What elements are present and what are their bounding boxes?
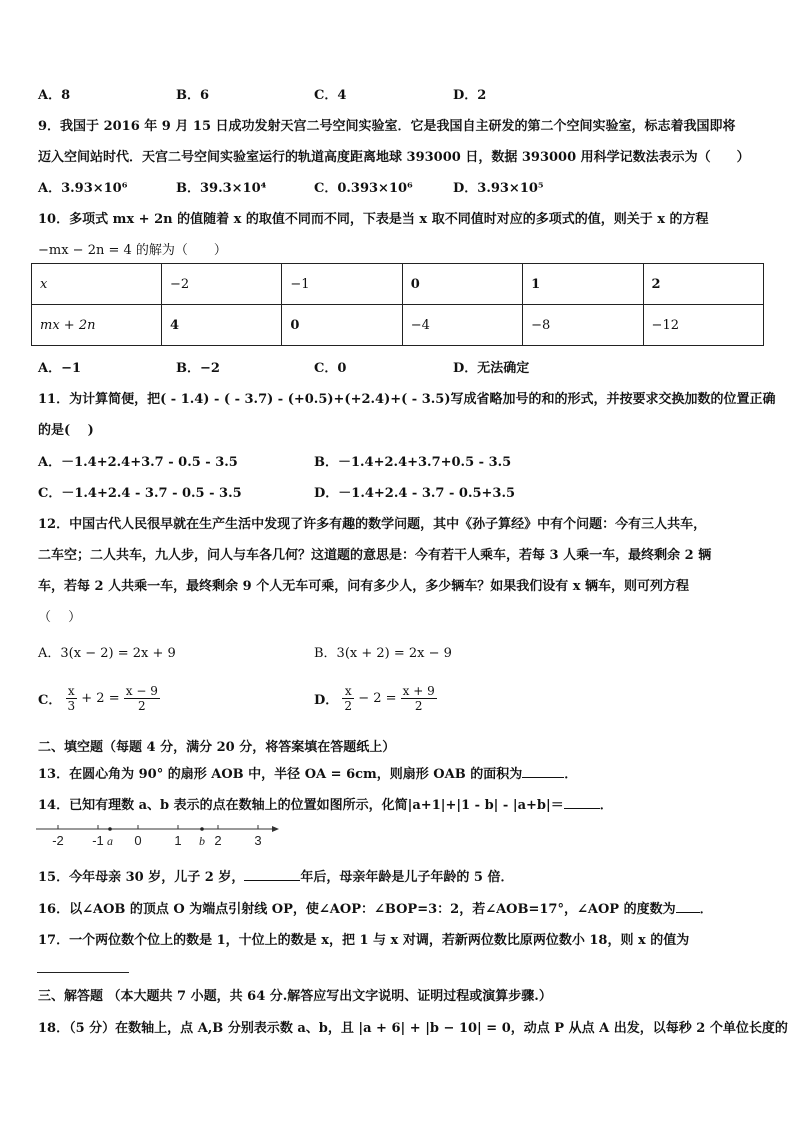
table-cell: −4 [402,305,522,346]
tick-label: 0 [134,833,142,848]
fraction [342,684,354,713]
table-cell: 2 [643,264,763,305]
q9-option-d: D．3.93×10⁵ [453,181,544,196]
number-line-arrow [272,826,279,832]
q8-option-b: B．6 [176,88,210,103]
table-cell: 1 [523,264,643,305]
point-b-label: b [199,834,205,848]
answer-blank [522,766,564,778]
q12-line-1: 12．中国古代人民很早就在生产生活中发现了许多有趣的数学问题，其中《孙子算经》中有个问题：今有三人共车， [38,517,707,532]
q9-option-c: C．0.393×10⁶ [314,181,413,196]
denominator: 3 [67,699,76,713]
q12-option-d-label: D． [314,693,339,708]
tick-label: 2 [214,833,222,848]
q12-option-c [38,684,160,713]
numerator: x [342,684,354,699]
q13 [38,763,577,782]
point-b [200,827,204,831]
q10-option-a: A．−1 [38,361,82,376]
q8-option-d: D．2 [453,88,487,103]
point-a-label: a [107,834,113,848]
number-line-ticks [52,825,261,848]
point-a [108,827,112,831]
table-cell: 4 [161,305,281,346]
fraction [124,684,160,713]
answer-blank [37,972,129,973]
q12-option-d [314,684,437,713]
q11-option-d: D．－1.4+2.4 - 3.7 - 0.5+3.5 [314,486,516,501]
q11-option-b: B．－1.4+2.4+3.7+0.5 - 3.5 [314,455,512,470]
answer-blank [244,869,300,881]
table-cell: −8 [523,305,643,346]
q10-option-c: C．0 [314,361,347,376]
q8-option-a: A．8 [38,88,71,103]
q10-value-table [31,263,764,346]
q18-text: 18．（5 分）在数轴上，点 A,B 分别表示数 a、b，且 |a + 6| + |b − 10| = 0，动点 P 从点 A 出发，以每秒 2 个单位长度的 [38,1021,788,1036]
q11-option-a: A．－1.4+2.4+3.7 - 0.5 - 3.5 [38,455,238,470]
q12-line-3: 车，若每 2 人共乘一车，最终剩余 9 个人无车可乘，问有多少人，多少辆车？如果我们设有 x 辆车，则可列方程 [38,579,689,594]
q15-text: 15．今年母亲 30 岁，儿子 2 岁， [38,870,245,885]
q9-line-2: 迈入空间站时代．天宫二号空间实验室运行的轨道高度距离地球 393000 日，数据 393000 用科学记数法表示为（ ） [38,150,750,165]
tick-label: -2 [52,833,64,848]
q17-text: 17．一个两位数个位上的数是 1，十位上的数是 x，把 1 与 x 对调，若新两位数比原两位数小 18，则 x 的值为 [38,933,690,948]
q11-line-1: 11．为计算简便，把( - 1.4) - ( - 3.7) - (+0.5)+(+2.4)+( - 3.5)写成省略加号的和的形式，并按要求交换加数的位置正确 [38,392,776,407]
fraction [66,684,78,713]
q9-line-1: 9．我国于 2016 年 9 月 15 日成功发射天宫二号空间实验室．它是我国自主研发的第二个空间实验室，标志着我国即将 [38,119,736,134]
table-cell: 0 [402,264,522,305]
table-cell: −12 [643,305,763,346]
q12-option-a: A．3(x − 2) = 2x + 9 [38,646,176,661]
q11-option-c: C．－1.4+2.4 - 3.7 - 0.5 - 3.5 [38,486,242,501]
q16-text: 16．以∠AOB 的顶点 O 为端点引射线 OP，使∠AOP：∠BOP=3：2，若∠AOB=17°，∠AOP 的度数为 [38,902,676,917]
numerator: x + 9 [402,684,435,698]
fraction [401,684,437,713]
q9-option-b: B．39.3×10⁴ [176,181,267,196]
denominator: 2 [344,699,353,713]
section-3-heading: 三、解答题 （本大题共 7 小题，共 64 分.解答应写出文字说明、证明过程或演算步骤.） [38,989,552,1004]
numerator: x − 9 [125,684,158,698]
table-cell: −2 [161,264,281,305]
table-cell: mx + 2n [32,305,162,346]
table-cell: 0 [282,305,402,346]
q15-tail: 年后，母亲年龄是儿子年龄的 5 倍． [300,870,514,885]
denominator: 2 [414,699,423,713]
table-row [32,264,764,305]
tick-label: 1 [174,833,182,848]
q12-option-b: B．3(x + 2) = 2x − 9 [314,646,452,661]
tick-label: -1 [92,833,104,848]
table-row [32,305,764,346]
q16 [38,898,713,917]
q12-line-4: （ ） [38,610,82,625]
numerator: x [66,684,78,699]
q15 [38,866,513,885]
tick-label: 3 [254,833,262,848]
answer-blank [676,901,700,913]
operator: + 2 = [81,691,120,706]
q8-option-c: C．4 [314,88,347,103]
q12-option-c-label: C． [38,693,62,708]
q11-line-2: 的是( ) [38,423,94,438]
section-2-heading: 二、填空题（每题 4 分，满分 20 分，将答案填在答题纸上） [38,740,396,755]
q10-line-2: −mx − 2n = 4 的解为（ ） [38,243,227,258]
answer-blank [564,797,600,809]
table-cell: x [32,264,162,305]
q10-option-b: B．−2 [176,361,220,376]
q13-tail: ． [564,767,578,782]
q13-text: 13．在圆心角为 90° 的扇形 AOB 中，半径 OA = 6cm，则扇形 OAB 的面积为 [38,767,523,782]
q16-tail: ． [699,902,713,917]
operator: − 2 = [358,691,397,706]
q10-line-1: 10．多项式 mx + 2n 的值随着 x 的取值不同而不同，下表是当 x 取不同值时对应的多项式的值，则关于 x 的方程 [38,212,709,227]
q10-option-d: D．无法确定 [453,361,530,376]
q14-tail: ． [599,798,613,813]
number-line [36,821,280,851]
table-cell: −1 [282,264,402,305]
q14-text: 14．已知有理数 a、b 表示的点在数轴上的位置如图所示，化简|a+1|+|1 - b| - |a+b|＝ [38,798,564,813]
q12-line-2: 二车空；二人共车，九人步，问人与车各几何？这道题的意思是：今有若干人乘车，若每 3 人乘一车，最终剩余 2 辆 [38,548,712,563]
denominator: 2 [137,699,146,713]
q9-option-a: A．3.93×10⁶ [38,181,128,196]
q14 [38,794,613,813]
